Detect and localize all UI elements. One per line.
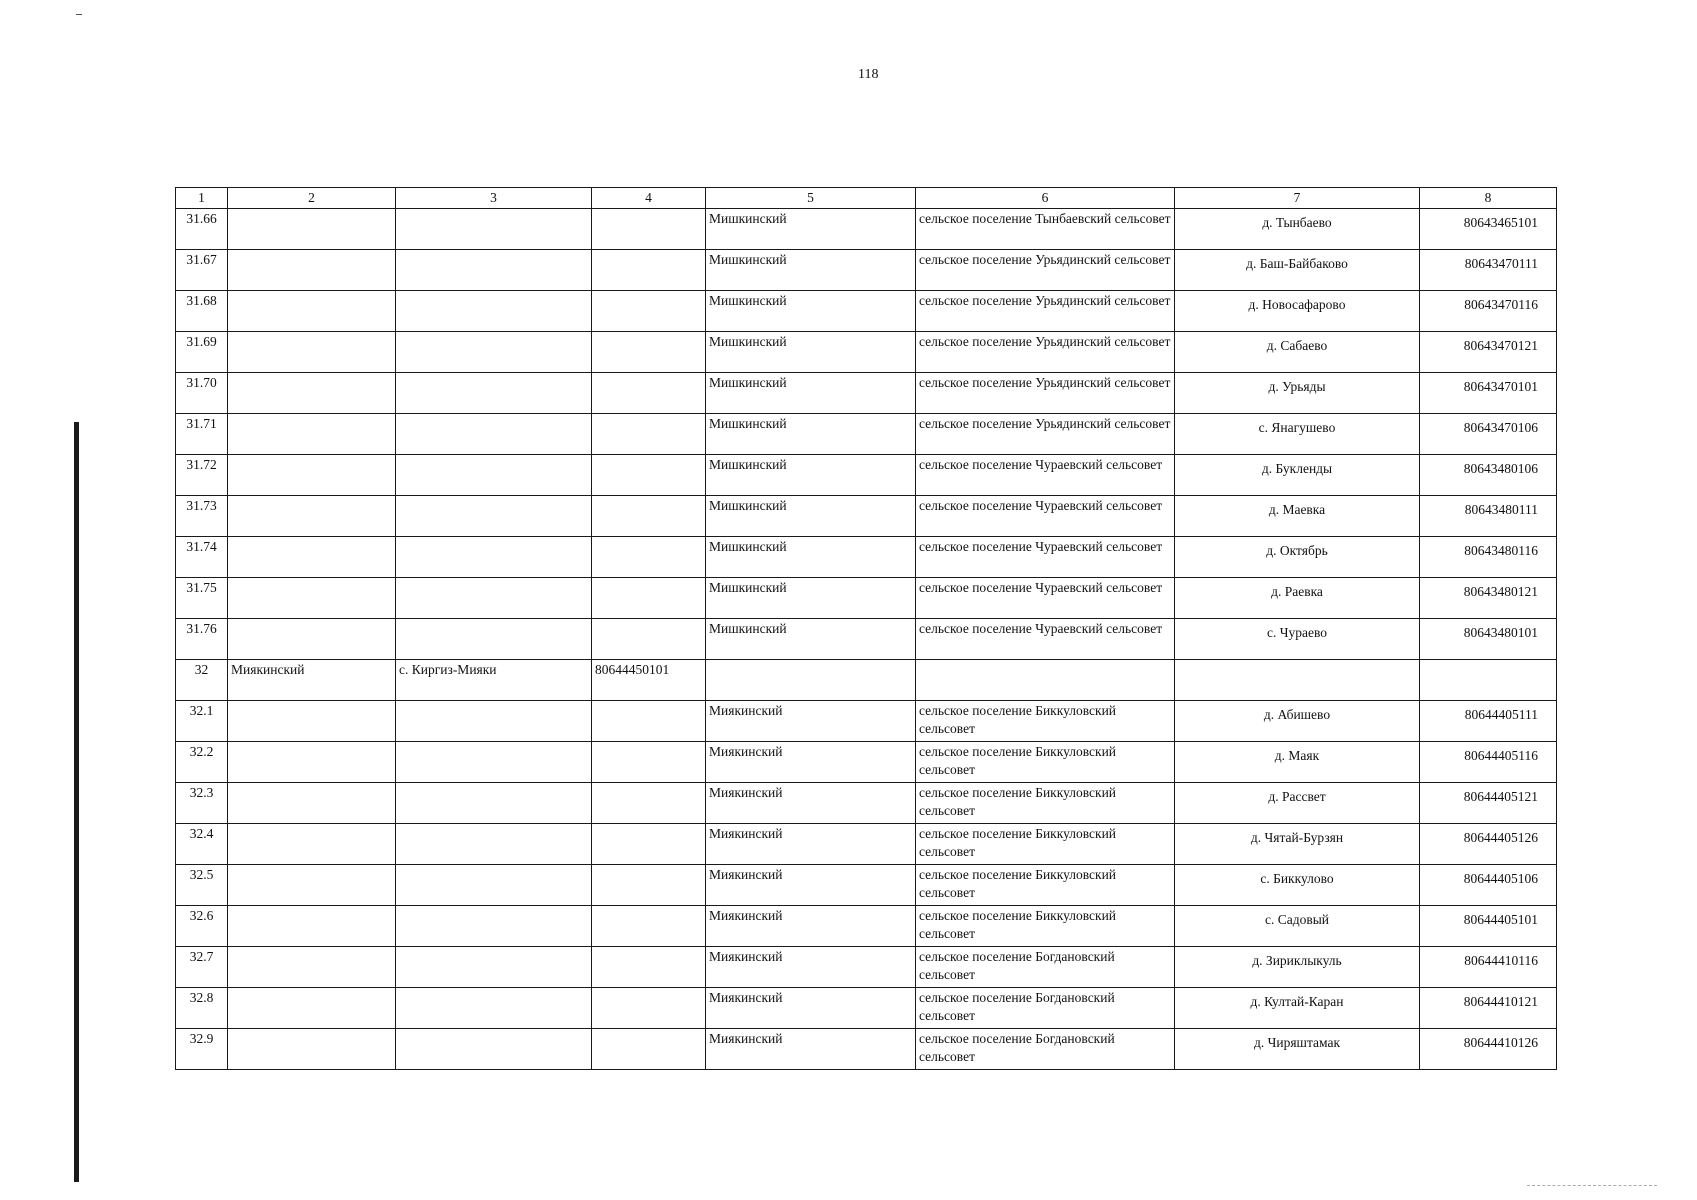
district-name-cell — [228, 209, 396, 250]
locality-code-cell: 80644405126 — [1420, 824, 1557, 865]
table-row — [176, 865, 1557, 906]
locality-code-cell: 80643470106 — [1420, 414, 1557, 455]
column-header: 4 — [592, 188, 706, 209]
item-number-cell: 32.8 — [176, 988, 228, 1029]
table-row — [176, 332, 1557, 373]
district-name-cell — [228, 332, 396, 373]
center-name-cell — [396, 824, 592, 865]
settlement-cell: сельское поселение Урьядинский сельсовет — [916, 332, 1175, 373]
locality-code-cell: 80644405111 — [1420, 701, 1557, 742]
locality-cell: д. Маевка — [1175, 496, 1420, 537]
center-code-cell — [592, 701, 706, 742]
locality-cell: д. Чятай-Бурзян — [1175, 824, 1420, 865]
locality-cell: д. Маяк — [1175, 742, 1420, 783]
table-row — [176, 291, 1557, 332]
center-name-cell — [396, 291, 592, 332]
center-code-cell: 80644450101 — [592, 660, 706, 701]
table-row — [176, 537, 1557, 578]
settlement-cell: сельское поселение Урьядинский сельсовет — [916, 373, 1175, 414]
locality-cell: д. Раевка — [1175, 578, 1420, 619]
district-name-cell — [228, 619, 396, 660]
district-name-cell — [228, 250, 396, 291]
district-name-cell — [228, 496, 396, 537]
center-name-cell — [396, 1029, 592, 1070]
locality-code-cell: 80643480101 — [1420, 619, 1557, 660]
locality-code-cell: 80643465101 — [1420, 209, 1557, 250]
municipal-district-cell: Миякинский — [706, 947, 916, 988]
municipal-district-cell: Миякинский — [706, 865, 916, 906]
item-number-cell: 31.69 — [176, 332, 228, 373]
center-code-cell — [592, 496, 706, 537]
settlement-cell: сельское поселение Богдановский сельсовет — [916, 988, 1175, 1029]
district-name-cell — [228, 414, 396, 455]
center-code-cell — [592, 250, 706, 291]
municipal-district-cell: Миякинский — [706, 701, 916, 742]
district-name-cell — [228, 291, 396, 332]
table-row — [176, 496, 1557, 537]
table-row — [176, 947, 1557, 988]
table-row — [176, 209, 1557, 250]
locality-cell: д. Сабаево — [1175, 332, 1420, 373]
center-name-cell — [396, 332, 592, 373]
table-row — [176, 619, 1557, 660]
item-number-cell: 31.72 — [176, 455, 228, 496]
settlement-cell: сельское поселение Чураевский сельсовет — [916, 455, 1175, 496]
locality-cell: д. Рассвет — [1175, 783, 1420, 824]
settlement-cell: сельское поселение Чураевский сельсовет — [916, 578, 1175, 619]
locality-code-cell: 80644405116 — [1420, 742, 1557, 783]
locality-code-cell: 80643480111 — [1420, 496, 1557, 537]
center-name-cell — [396, 865, 592, 906]
table-row — [176, 455, 1557, 496]
municipal-district-cell: Мишкинский — [706, 455, 916, 496]
table-row — [176, 660, 1557, 701]
center-name-cell — [396, 701, 592, 742]
center-code-cell — [592, 619, 706, 660]
locality-cell: д. Баш-Байбаково — [1175, 250, 1420, 291]
table-row — [176, 783, 1557, 824]
table-row — [176, 701, 1557, 742]
center-name-cell — [396, 496, 592, 537]
municipal-district-cell: Миякинский — [706, 824, 916, 865]
item-number-cell: 31.71 — [176, 414, 228, 455]
center-code-cell — [592, 537, 706, 578]
district-name-cell — [228, 701, 396, 742]
settlement-cell: сельское поселение Урьядинский сельсовет — [916, 250, 1175, 291]
item-number-cell: 31.73 — [176, 496, 228, 537]
binding-edge-bar — [74, 422, 79, 1182]
municipal-district-cell: Миякинский — [706, 742, 916, 783]
center-code-cell — [592, 988, 706, 1029]
item-number-cell: 32.2 — [176, 742, 228, 783]
locality-code-cell: 80644405121 — [1420, 783, 1557, 824]
column-header: 7 — [1175, 188, 1420, 209]
center-name-cell — [396, 619, 592, 660]
locality-code-cell: 80643470116 — [1420, 291, 1557, 332]
municipal-district-cell: Мишкинский — [706, 291, 916, 332]
table-row — [176, 824, 1557, 865]
column-header: 6 — [916, 188, 1175, 209]
settlement-cell: сельское поселение Тынбаевский сельсовет — [916, 209, 1175, 250]
table-row — [176, 742, 1557, 783]
municipal-district-cell: Мишкинский — [706, 496, 916, 537]
table-row — [176, 906, 1557, 947]
item-number-cell: 31.76 — [176, 619, 228, 660]
municipal-district-cell: Мишкинский — [706, 250, 916, 291]
locality-cell: д. Чиряштамак — [1175, 1029, 1420, 1070]
item-number-cell: 32.7 — [176, 947, 228, 988]
district-name-cell — [228, 947, 396, 988]
settlement-cell: сельское поселение Чураевский сельсовет — [916, 537, 1175, 578]
district-name-cell — [228, 824, 396, 865]
settlements-table — [175, 187, 1557, 1070]
settlement-cell — [916, 660, 1175, 701]
locality-code-cell: 80643470101 — [1420, 373, 1557, 414]
settlement-cell: сельское поселение Урьядинский сельсовет — [916, 291, 1175, 332]
district-name-cell — [228, 783, 396, 824]
settlement-cell: сельское поселение Чураевский сельсовет — [916, 496, 1175, 537]
center-code-cell — [592, 947, 706, 988]
municipal-district-cell: Мишкинский — [706, 414, 916, 455]
center-name-cell — [396, 578, 592, 619]
center-name-cell — [396, 373, 592, 414]
center-code-cell — [592, 332, 706, 373]
item-number-cell: 31.75 — [176, 578, 228, 619]
scan-corner-mark — [76, 14, 82, 15]
locality-cell — [1175, 660, 1420, 701]
column-header: 2 — [228, 188, 396, 209]
locality-code-cell: 80643470121 — [1420, 332, 1557, 373]
municipal-district-cell: Мишкинский — [706, 537, 916, 578]
settlement-cell: сельское поселение Чураевский сельсовет — [916, 619, 1175, 660]
municipal-district-cell: Мишкинский — [706, 373, 916, 414]
center-code-cell — [592, 783, 706, 824]
locality-cell: д. Новосафарово — [1175, 291, 1420, 332]
center-code-cell — [592, 414, 706, 455]
locality-cell: с. Биккулово — [1175, 865, 1420, 906]
locality-cell: с. Чураево — [1175, 619, 1420, 660]
column-header: 1 — [176, 188, 228, 209]
locality-code-cell: 80644405106 — [1420, 865, 1557, 906]
settlement-cell: сельское поселение Биккуловский сельсовет — [916, 906, 1175, 947]
table-row — [176, 1029, 1557, 1070]
center-name-cell — [396, 455, 592, 496]
column-header: 8 — [1420, 188, 1557, 209]
municipal-district-cell: Мишкинский — [706, 578, 916, 619]
locality-cell: с. Янагушево — [1175, 414, 1420, 455]
municipal-district-cell: Миякинский — [706, 1029, 916, 1070]
municipal-district-cell: Миякинский — [706, 988, 916, 1029]
district-name-cell — [228, 988, 396, 1029]
center-code-cell — [592, 455, 706, 496]
item-number-cell: 32.5 — [176, 865, 228, 906]
center-name-cell — [396, 250, 592, 291]
district-name-cell — [228, 455, 396, 496]
item-number-cell: 32.9 — [176, 1029, 228, 1070]
settlement-cell: сельское поселение Богдановский сельсовет — [916, 947, 1175, 988]
center-code-cell — [592, 742, 706, 783]
municipal-district-cell: Мишкинский — [706, 209, 916, 250]
settlement-cell: сельское поселение Биккуловский сельсовет — [916, 865, 1175, 906]
center-code-cell — [592, 1029, 706, 1070]
locality-cell: д. Тынбаево — [1175, 209, 1420, 250]
locality-cell: с. Садовый — [1175, 906, 1420, 947]
item-number-cell: 32.1 — [176, 701, 228, 742]
locality-code-cell: 80644405101 — [1420, 906, 1557, 947]
locality-code-cell: 80644410126 — [1420, 1029, 1557, 1070]
locality-code-cell: 80643470111 — [1420, 250, 1557, 291]
center-name-cell — [396, 988, 592, 1029]
center-code-cell — [592, 578, 706, 619]
table-row — [176, 578, 1557, 619]
center-name-cell — [396, 209, 592, 250]
item-number-cell: 32.6 — [176, 906, 228, 947]
municipal-district-cell — [706, 660, 916, 701]
locality-code-cell — [1420, 660, 1557, 701]
district-name-cell — [228, 1029, 396, 1070]
municipal-district-cell: Миякинский — [706, 906, 916, 947]
header-row — [176, 188, 1557, 209]
locality-cell: д. Букленды — [1175, 455, 1420, 496]
table-row — [176, 988, 1557, 1029]
item-number-cell: 31.74 — [176, 537, 228, 578]
locality-code-cell: 80643480106 — [1420, 455, 1557, 496]
settlement-cell: сельское поселение Биккуловский сельсовет — [916, 742, 1175, 783]
item-number-cell: 32 — [176, 660, 228, 701]
district-name-cell — [228, 742, 396, 783]
center-name-cell: с. Киргиз-Мияки — [396, 660, 592, 701]
center-name-cell — [396, 783, 592, 824]
scan-artifact-line — [1527, 1185, 1657, 1187]
locality-code-cell: 80644410116 — [1420, 947, 1557, 988]
locality-cell: д. Октябрь — [1175, 537, 1420, 578]
settlement-cell: сельское поселение Богдановский сельсовет — [916, 1029, 1175, 1070]
item-number-cell: 31.66 — [176, 209, 228, 250]
locality-cell: д. Абишево — [1175, 701, 1420, 742]
table-row — [176, 250, 1557, 291]
page-number: 118 — [858, 67, 879, 82]
center-name-cell — [396, 947, 592, 988]
center-code-cell — [592, 824, 706, 865]
district-name-cell — [228, 373, 396, 414]
municipal-district-cell: Мишкинский — [706, 332, 916, 373]
locality-code-cell: 80643480121 — [1420, 578, 1557, 619]
item-number-cell: 31.70 — [176, 373, 228, 414]
center-name-cell — [396, 414, 592, 455]
center-code-cell — [592, 865, 706, 906]
district-name-cell — [228, 906, 396, 947]
table-row — [176, 414, 1557, 455]
center-name-cell — [396, 906, 592, 947]
item-number-cell: 31.67 — [176, 250, 228, 291]
center-code-cell — [592, 906, 706, 947]
column-header: 3 — [396, 188, 592, 209]
district-name-cell: Миякинский — [228, 660, 396, 701]
locality-code-cell: 80643480116 — [1420, 537, 1557, 578]
center-code-cell — [592, 373, 706, 414]
table-row — [176, 373, 1557, 414]
district-name-cell — [228, 578, 396, 619]
center-name-cell — [396, 742, 592, 783]
center-name-cell — [396, 537, 592, 578]
settlement-cell: сельское поселение Биккуловский сельсовет — [916, 824, 1175, 865]
locality-cell: д. Култай-Каран — [1175, 988, 1420, 1029]
municipal-district-cell: Миякинский — [706, 783, 916, 824]
item-number-cell: 31.68 — [176, 291, 228, 332]
settlement-cell: сельское поселение Урьядинский сельсовет — [916, 414, 1175, 455]
item-number-cell: 32.4 — [176, 824, 228, 865]
center-code-cell — [592, 291, 706, 332]
locality-cell: д. Зириклыкуль — [1175, 947, 1420, 988]
center-code-cell — [592, 209, 706, 250]
district-name-cell — [228, 537, 396, 578]
settlement-cell: сельское поселение Биккуловский сельсовет — [916, 701, 1175, 742]
locality-cell: д. Урьяды — [1175, 373, 1420, 414]
column-header: 5 — [706, 188, 916, 209]
settlement-cell: сельское поселение Биккуловский сельсовет — [916, 783, 1175, 824]
district-name-cell — [228, 865, 396, 906]
locality-code-cell: 80644410121 — [1420, 988, 1557, 1029]
item-number-cell: 32.3 — [176, 783, 228, 824]
municipal-district-cell: Мишкинский — [706, 619, 916, 660]
